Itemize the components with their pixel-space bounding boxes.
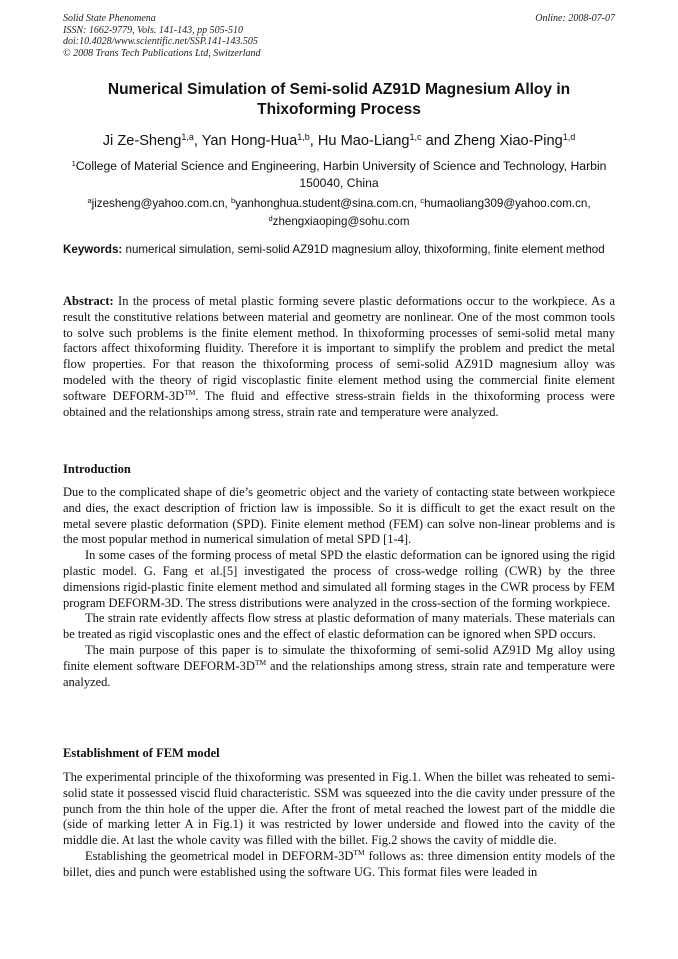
- online-date: Online: 2008-07-07: [535, 13, 615, 24]
- introduction-heading: Introduction: [63, 462, 131, 476]
- email-a[interactable]: jizesheng@yahoo.com.cn,: [91, 197, 231, 210]
- fem-paragraph-1: The experimental principle of the thixoforming was presented in Fig.1. When the billet was reheated to semi-solid state it possessed viscid fluid characteristic. SSM was squeezed into the die cavity under pressure of the punch from the thin hole of the upper die. After the front of metal reached the lowest part of the middle die (side of marking letter A in Fig.1) it was restricted by lower underside and flowed into the cavity of the middle die. At last the whole cavity was filled with the billet. Fig.2 shows the cavity of middle die.: [63, 770, 615, 848]
- keywords: [63, 242, 615, 259]
- affiliation-line-2: 150040, China: [299, 176, 379, 190]
- introduction-body: [63, 485, 615, 690]
- keywords-label: Keywords:: [63, 243, 123, 256]
- email-d[interactable]: zhengxiaoping@sohu.com: [272, 215, 410, 228]
- intro-paragraph-1: Due to the complicated shape of die’s geometric object and the variety of contacting state between workpiece and dies, the exact description of friction law is impossible. So it is difficult to get the exact result on the metal severe plastic deformation (SPD). Finite element method (FEM) can solve non-linear problems and is the most popular method in numerical simulation of metal SPD [1-4].: [63, 485, 615, 547]
- keywords-text: numerical simulation, semi-solid AZ91D magnesium alloy, thixoforming, finite element method: [122, 243, 605, 256]
- author-name: Yan Hong-Hua: [201, 133, 298, 149]
- intro-paragraph-4: [63, 643, 615, 690]
- trademark-sup: TM: [353, 847, 365, 857]
- intro-p4-text-1: The main purpose of this paper is to simulate the thixoforming of semi-solid AZ91D Mg alloy using finite element software DEFORM-3D: [63, 642, 615, 673]
- title-line-1: Numerical Simulation of Semi-solid AZ91D Magnesium Alloy in: [107, 81, 571, 98]
- author-sep: ,: [309, 133, 318, 149]
- author-sup: 1,a: [181, 132, 194, 142]
- journal-header: [63, 13, 261, 59]
- affiliation-line-1: College of Material Science and Engineering, Harbin University of Science and Technology, Harbin: [75, 159, 607, 173]
- affiliation-sup: 1: [71, 159, 76, 168]
- paper-title: [63, 80, 615, 120]
- abstract-label: Abstract:: [63, 294, 114, 308]
- journal-name: Solid State Phenomena: [63, 13, 156, 24]
- fem-p2-text-2: follows as: three dimension entity models of the billet, dies and punch were established using the software UG. This format files were leaded in: [63, 848, 615, 879]
- fem-p2-text-1: Establishing the geometrical model in DEFORM-3D: [85, 848, 354, 863]
- abstract-text-1: In the process of metal plastic forming severe plastic deformations occur to the workpiece. As a result the constitutive relations between material and geometry are nonlinear. One of the most common tools to solve such problems is the finite element method. In thixoforming processes of semi-solid metal many factors affect thixoforming fluidity. Therefore it is important to simplify the problem and predict the metal flow properties. For that reason the thixoforming process of semi-solid AZ91D magnesium alloy was modeled with the theory of rigid viscoplastic finite element method using the commercial finite element software DEFORM-3D: [63, 294, 615, 403]
- intro-paragraph-3: The strain rate evidently affects flow stress at plastic deformation of many materials. These materials can be treated as rigid viscoplastic ones and the effect of elastic deformation can be ignored when SPD occurs.: [63, 611, 615, 642]
- author-emails: [63, 193, 615, 229]
- email-sup: d: [268, 214, 273, 223]
- author-sep: and: [421, 133, 455, 149]
- fem-paragraph-2: [63, 849, 615, 881]
- intro-p4-text-2: and the relationships among stress, strain rate and temperature were analyzed.: [63, 658, 615, 689]
- email-c[interactable]: humaoliang309@yahoo.com.cn,: [424, 197, 591, 210]
- fem-body: [63, 770, 615, 881]
- abstract: [63, 294, 615, 420]
- email-sup: c: [420, 196, 425, 205]
- trademark-sup: TM: [184, 387, 196, 397]
- email-b[interactable]: yanhonghua.student@sina.com.cn,: [235, 197, 421, 210]
- author-name: Ji Ze-Sheng: [102, 133, 182, 149]
- author-name: Zheng Xiao-Ping: [454, 133, 563, 149]
- email-sup: b: [231, 196, 236, 205]
- trademark-sup: TM: [254, 657, 267, 667]
- doi-line: doi:10.4028/www.scientific.net/SSP.141-143.505: [63, 36, 258, 48]
- author-list: [63, 128, 615, 150]
- author-sup: 1,d: [562, 132, 576, 142]
- copyright-line: © 2008 Trans Tech Publications Ltd, Switzerland: [63, 47, 261, 59]
- author-sep: ,: [193, 133, 202, 149]
- title-line-2: Thixoforming Process: [257, 101, 421, 118]
- fem-heading: Establishment of FEM model: [63, 746, 220, 760]
- author-name: Hu Mao-Liang: [317, 133, 410, 149]
- abstract-text-2: . The fluid and effective stress-strain fields in the thixoforming process were obtained and the relationships among stress, strain rate and temperature were analyzed.: [63, 388, 615, 419]
- affiliation: [63, 155, 615, 192]
- issn-line: ISSN: 1662-9779, Vols. 141-143, pp 505-510: [63, 24, 243, 36]
- author-sup: 1,b: [297, 132, 310, 142]
- email-sup: a: [87, 196, 92, 205]
- author-sup: 1,c: [409, 132, 422, 142]
- intro-paragraph-2: In some cases of the forming process of metal SPD the elastic deformation can be ignored using the rigid plastic model. G. Fang et al.[5] investigated the process of cross-wedge rolling (CWR) by the three dimensions rigid-plastic finite element method and simulated all forming stages in the CWR process by FEM program DEFORM-3D. The stress distributions were analyzed in the cross-section of the forming workpiece.: [63, 548, 615, 610]
